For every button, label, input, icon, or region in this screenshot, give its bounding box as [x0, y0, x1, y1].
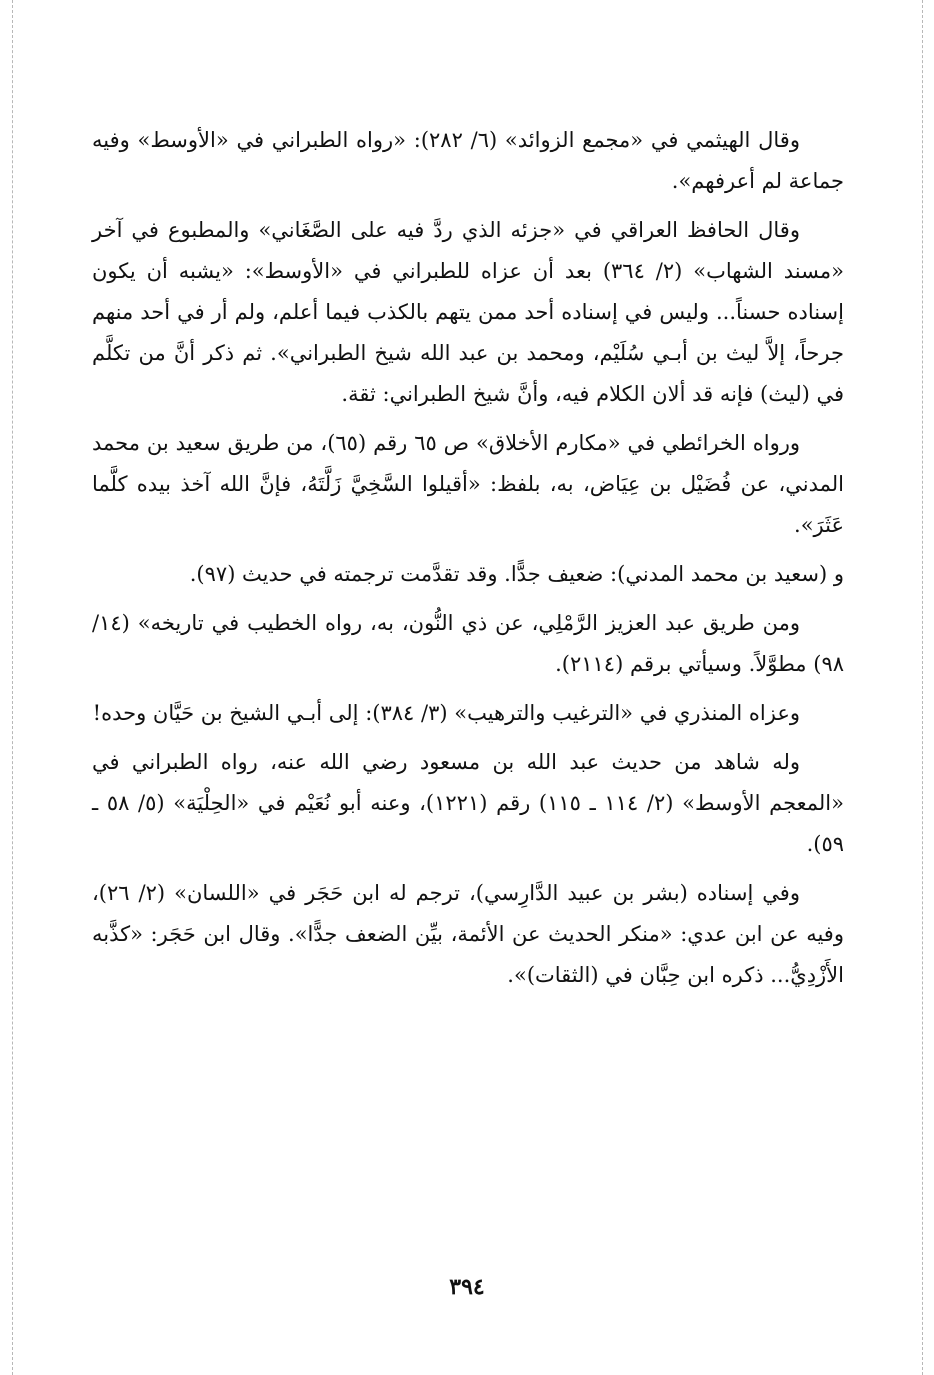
paragraph-mundhiri: وعزاه المنذري في «الترغيب والترهيب» (٣/ ٣٨٤): إلى أبـي الشيخ بن حَيَّان وحده!	[92, 701, 800, 725]
paragraph-ramli: ومن طريق عبد العزيز الرَّمْلِي، عن ذي النُّون، به، رواه الخطيب في تاريخه» (١٤/ ٩٨) مطوَّلاً. وسيأتي برقم (٢١١٤).	[92, 611, 844, 676]
paragraph-said-madani: و (سعيد بن محمد المدني): ضعيف جدًّا. وقد تقدَّمت ترجمته في حديث (٩٧).	[189, 562, 844, 586]
main-text	[92, 120, 844, 1004]
scan-edge-left	[12, 0, 13, 1375]
paragraph-kharaiti: ورواه الخرائطي في «مكارم الأخلاق» ص ٦٥ رقم (٦٥)، من طريق سعيد بن محمد المدني، عن فُضَيْل بن عِيَاض، به، بلفظ: «أقيلوا السَّخِيَّ زَلَّتَهُ، فإنَّ الله آخذ بيده كلَّما عَثَرَ».	[92, 431, 844, 537]
paragraph-bishr: وفي إسناده (بشر بن عبيد الدَّارِسي)، ترجم له ابن حَجَر في «اللسان» (٢/ ٢٦)، وفيه عن ابن عدي: «منكر الحديث عن الأئمة، بيِّن الضعف جدًّا». وقال ابن حَجَر: «كذَّبه الأَزْدِيُّ... ذكره ابن حِبَّان في (الثقات)».	[92, 881, 844, 987]
page-number: ٣٩٤	[449, 1274, 485, 1300]
paragraph-shahid: وله شاهد من حديث عبد الله بن مسعود رضي الله عنه، رواه الطبراني في «المعجم الأوسط» (٢/ ١١٤ ـ ١١٥) رقم (١٢٢١)، وعنه أبو نُعَيْم في «الحِلْيَة» (٥/ ٥٨ ـ ٥٩).	[92, 750, 844, 856]
scan-edge-right	[922, 0, 923, 1375]
paragraph-haythami: وقال الهيثمي في «مجمع الزوائد» (٦/ ٢٨٢): «رواه الطبراني في «الأوسط» وفيه جماعة لم أعرفهم».	[92, 128, 844, 193]
paragraph-iraqi: وقال الحافظ العراقي في «جزئه الذي ردَّ فيه على الصَّغَاني» والمطبوع في آخر «مسند الشهاب» (٢/ ٣٦٤) بعد أن عزاه للطبراني في «الأوسط»: «يشبه أن يكون إسناده حسناً... وليس في إسناده أحد ممن يتهم بالكذب فيما أعلم، ولم أر في أحد منهم جرحاً، إلاَّ ليث بن أبـي سُلَيْم، ومحمد بن عبد الله شيخ الطبراني». ثم ذكر أنَّ من تكلَّم في (ليث) فإنه قد ألان الكلام فيه، وأنَّ شيخ الطبراني: ثقة.	[92, 218, 844, 406]
